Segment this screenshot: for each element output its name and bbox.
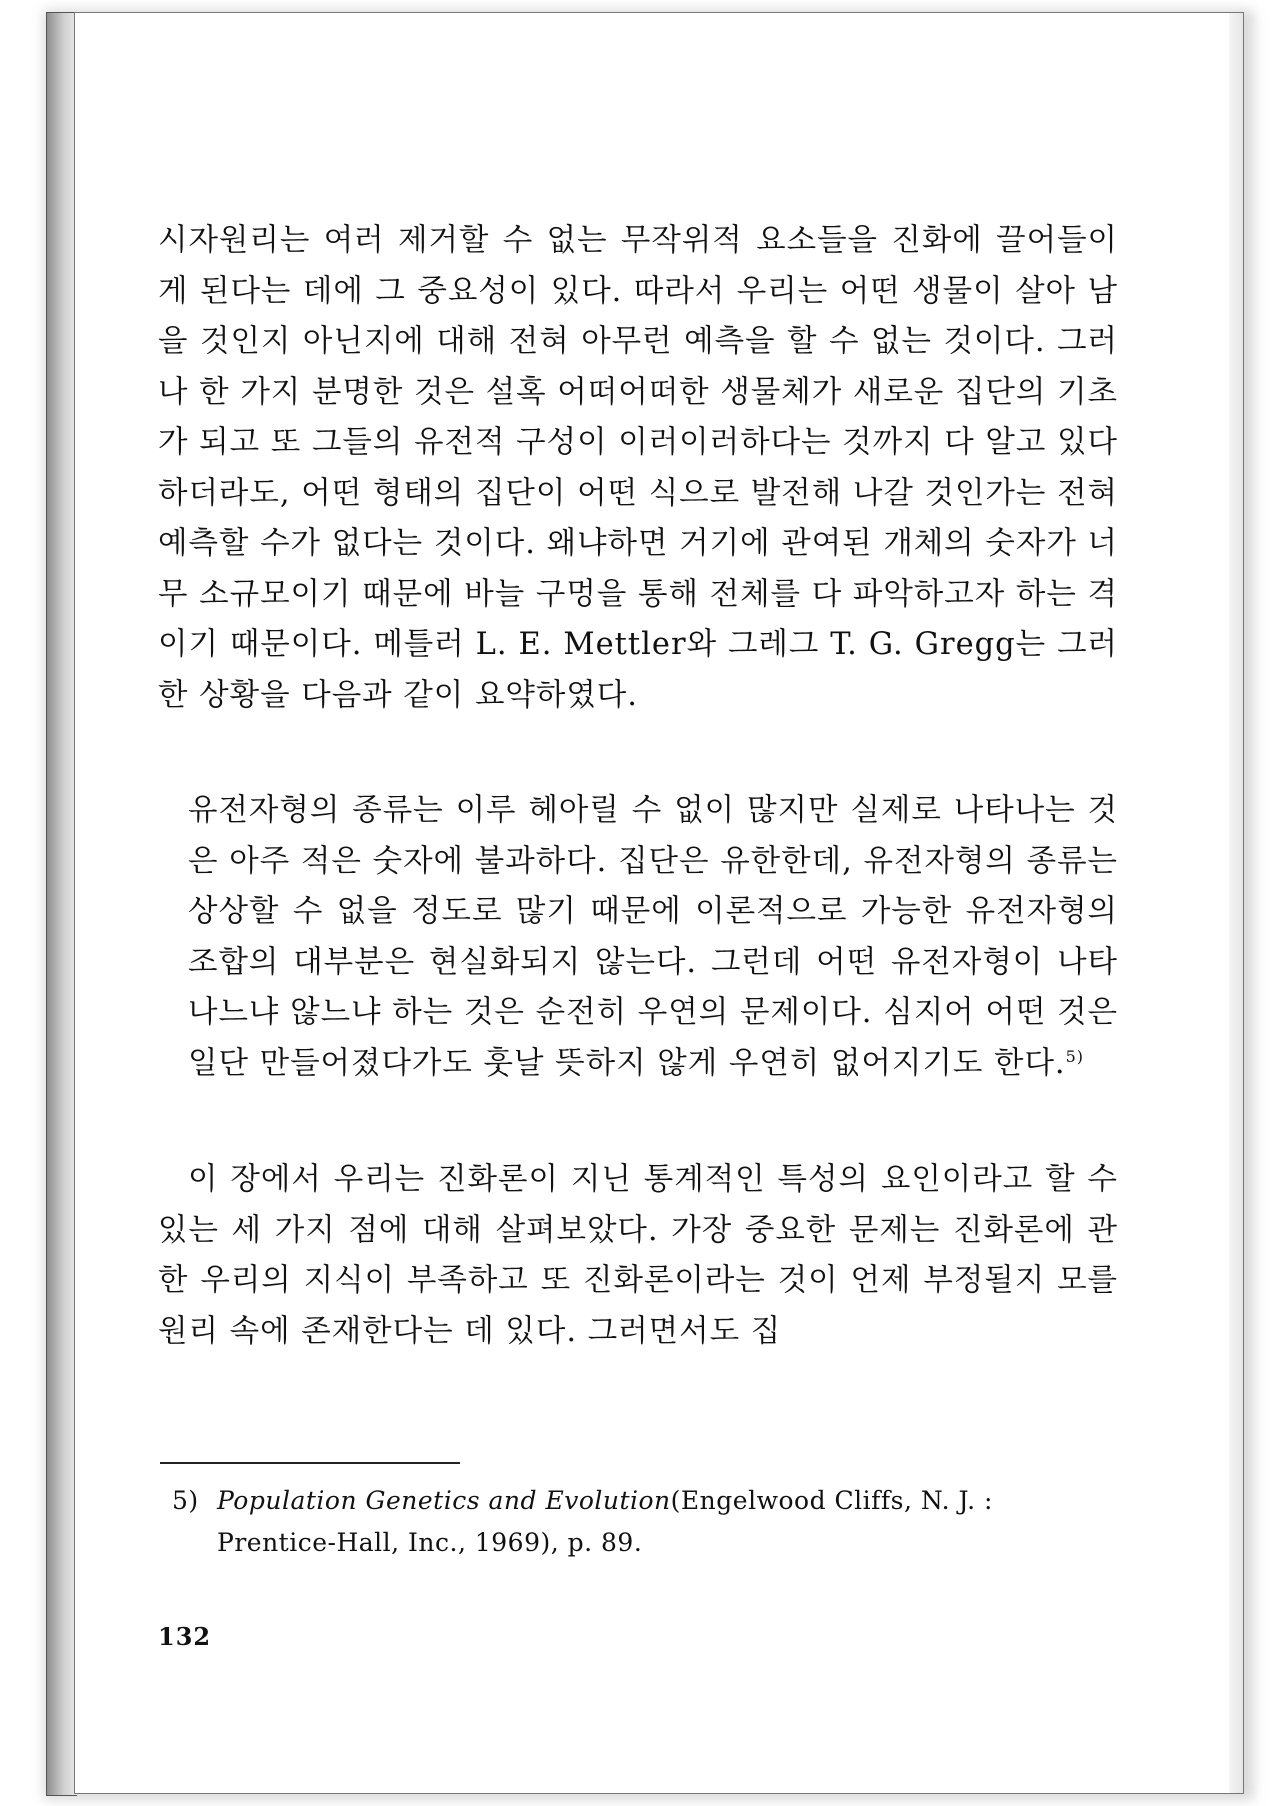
paragraph-1: 시자원리는 여러 제거할 수 없는 무작위적 요소들을 진화에 끌어들이게 된다는 데에 그 중요성이 있다. 따라서 우리는 어떤 생물이 살아 남을 것인지 아닌지에 대해 전혀 아무런 예측을 할 수 없는 것이다. 그러나 한 가지 분명한 것은 설혹 어떠어떠한 생물체가 새로운 집단의 기초가 되고 또 그들의 유전적 구성이 이러이러하다는 것까지 다 알고 있다 하더라도, 어떤 형태의 집단이 어떤 식으로 발전해 나갈 것인가는 전혀 예측할 수가 없다는 것이다. 왜냐하면 거기에 관여된 개체의 숫자가 너무 소규모이기 때문에 바늘 구멍을 통해 전체를 다 파악하고자 하는 격이기 때문이다. 메틀러 L. E. Mettler와 그레그 T. G. Gregg는 그러한 상황을 다음과 같이 요약하였다. xyxy=(158,223,1118,713)
footnote-line-1 xyxy=(172,1480,1118,1522)
book-spine xyxy=(46,12,77,1796)
quote-text: 유전자형의 종류는 이루 헤아릴 수 없이 많지만 실제로 나타나는 것은 아주 적은 숫자에 불과하다. 집단은 유한한데, 유전자형의 종류는 상상할 수 없을 정도로 많기 때문에 이론적으로 가능한 유전자형의 조합의 대부분은 현실화되지 않는다. 그런데 어떤 유전자형이 나타나느냐 않느냐 하는 것은 순전히 우연의 문제이다. 심지어 어떤 것은 일단 만들어졌다가도 훗날 뜻하지 않게 우연히 없어지기도 한다. xyxy=(188,793,1118,1081)
page-edge xyxy=(1229,13,1243,1793)
footnote-details-1: (Engelwood Cliffs, N. J. : xyxy=(670,1486,993,1515)
block-quote xyxy=(188,786,1118,1089)
footnote xyxy=(172,1480,1118,1564)
page-number: 132 xyxy=(158,1622,212,1651)
body-text xyxy=(158,216,1118,1357)
footnote-title: Population Genetics and Evolution xyxy=(217,1486,671,1515)
footnote-reference: 5) xyxy=(1065,1046,1085,1066)
footnote-number: 5) xyxy=(172,1486,199,1515)
footnote-divider xyxy=(160,1462,460,1464)
footnote-line-2: Prentice-Hall, Inc., 1969), p. 89. xyxy=(217,1528,643,1557)
paragraph-2: 이 장에서 우리는 진화론이 지닌 통계적인 특성의 요인이라고 할 수 있는 세 가지 점에 대해 살펴보았다. 가장 중요한 문제는 진화론에 관한 우리의 지식이 부족하고 또 진화론이라는 것이 언제 부정될지 모를 원리 속에 존재한다는 데 있다. 그러면서도 집 xyxy=(158,1162,1118,1349)
